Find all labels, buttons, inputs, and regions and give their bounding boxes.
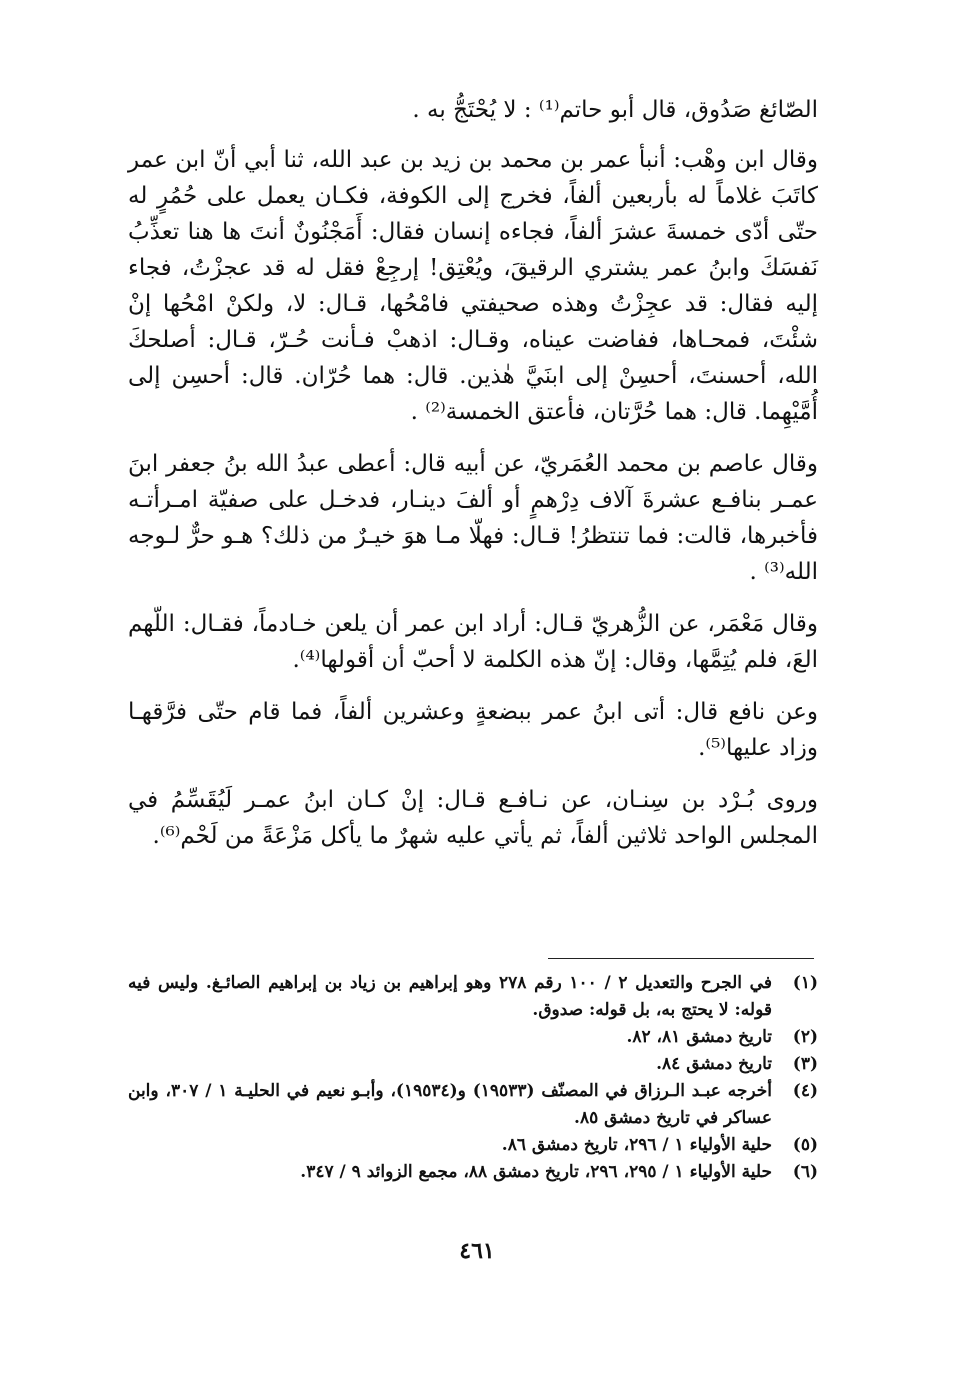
footnote-separator — [548, 958, 814, 959]
footnote — [128, 1024, 818, 1051]
paragraph: وقال ابن وهْب: أنبأ عمر بن محمد بن زيد بن عبد الله، ثنا أبي أنّ ابن عمر كاتَبَ غلاماً له بأربعين ألفاً، فخرج إلى الكوفة، فكـان يعمل على حُمُرٍ له حتّى أدّى خمسةَ عشرَ ألفاً، فجاءه إنسان فقال: أَمَجْنُونٌ أنتَ ها هنا تعذِّبُ نَفسَكَ وابنُ عمر يشتري الرقيقَ، ويُعْتِق! إرجِعْ فقل له قد عجزْتُ، فجاء إليه فقال: قد عجِزْتُ وهذه صحيفتي فامْحُها، قـال: لا، ولكنْ امْحُها إنْ شئْتَ، فمحـاها، ففاضت عيناه، وقـال: اذهبْ فـأنت حُـرّ، قـال: أصلحكَ الله، أحسنتَ، أحسِنْ إلى ابنَيَّ هٰذين. قال: هما حُرّان. قال: أحسِن إلى أُمَّيْهِما. قال: هما حُرَّتان، فأعتق الخمسة⁽²⁾ . — [128, 147, 818, 425]
paragraph: وروى بُـرْد بن سِنـان، عن نـافـع قـال: إنْ كـان ابنُ عمـر لَيُقَسِّمُ في المجلس الواحد ثلاثين ألفاً، ثم يأتي عليه شهرٌ ما يأكل مَزْعَةً من لَحْم⁽⁶⁾. — [128, 787, 818, 849]
footnote-text: حلية الأولياء ١ / ٢٩٦، تاريخ دمشق ٨٦. — [501, 1135, 772, 1155]
footnote-number: (١) — [792, 973, 818, 993]
footnote-text: في الجرح والتعديل ٢ / ١٠٠ رقم ٢٧٨ وهو إبراهيم بن زياد بن إبراهيم الصائـغ. وليس فيه قوله: لا يحتج به، بل قوله: صدوق. — [128, 973, 772, 1020]
footnote-text: حلية الأولياء ١ / ٢٩٥، ٢٩٦، تاريخ دمشق ٨٨، مجمع الزوائد ٩ / ٣٤٧. — [300, 1162, 772, 1182]
footnotes — [128, 970, 818, 1186]
paragraph: وقال مَعْمَر، عن الزُّهريّ قـال: أراد ابن عمر أن يلعن خـادماً، فقـال: اللّهم العَ، فلم يُتِمَّها، وقال: إنّ هذه الكلمة لا أحبّ أن أقولها⁽⁴⁾. — [128, 611, 818, 673]
footnote-number: (٥) — [792, 1135, 818, 1155]
footnote-text: تاريخ دمشق ٨١، ٨٢. — [626, 1027, 772, 1047]
footnote — [128, 1159, 818, 1186]
paragraph: وقال عاصم بن محمد العُمَريّ، عن أبيه قال: أعطى عبدُ الله بنُ جعفر ابنَ عمـر بنافـع عشرةَ آلاف دِرْهمٍ أو ألفَ دينـار، فدخـل على صفيّة امـرأتـه فأخبرها، قالت: فما تنتظرُ! قـال: فهلّا مـا هوَ خيـرٌ من ذلك؟ هـو حرٌّ لـوجه الله⁽³⁾ . — [128, 451, 818, 585]
footnote-number: (٤) — [792, 1081, 818, 1101]
footnote — [128, 1132, 818, 1159]
main-text — [128, 92, 818, 870]
paragraph: وعن نافع قال: أتى ابنُ عمر ببضعةٍ وعشرين ألفاً، فما قام حتّى فرَّقهـا وزاد عليها⁽⁵⁾. — [128, 699, 818, 761]
footnote — [128, 1078, 818, 1132]
page-number: ٤٦١ — [459, 1238, 495, 1264]
footnote-number: (٦) — [792, 1162, 818, 1182]
paragraph: الصّائغ صَدُوق، قال أبو حاتم⁽¹⁾ : لا يُحْتَجُّ به . — [412, 97, 818, 123]
footnote-text: أخرجه عبـد الـرزاق في المصنّف (١٩٥٣٣) و(١٩٥٣٤)، وأبـو نعيم في الحليـة ١ / ٣٠٧، وابن عساكر في تاريخ دمشق ٨٥. — [128, 1081, 773, 1128]
footnote-number: (٢) — [792, 1027, 818, 1047]
footnote-text: تاريخ دمشق ٨٤. — [656, 1054, 772, 1074]
footnote — [128, 1051, 818, 1078]
footnote — [128, 970, 818, 1024]
footnote-number: (٣) — [792, 1054, 818, 1074]
